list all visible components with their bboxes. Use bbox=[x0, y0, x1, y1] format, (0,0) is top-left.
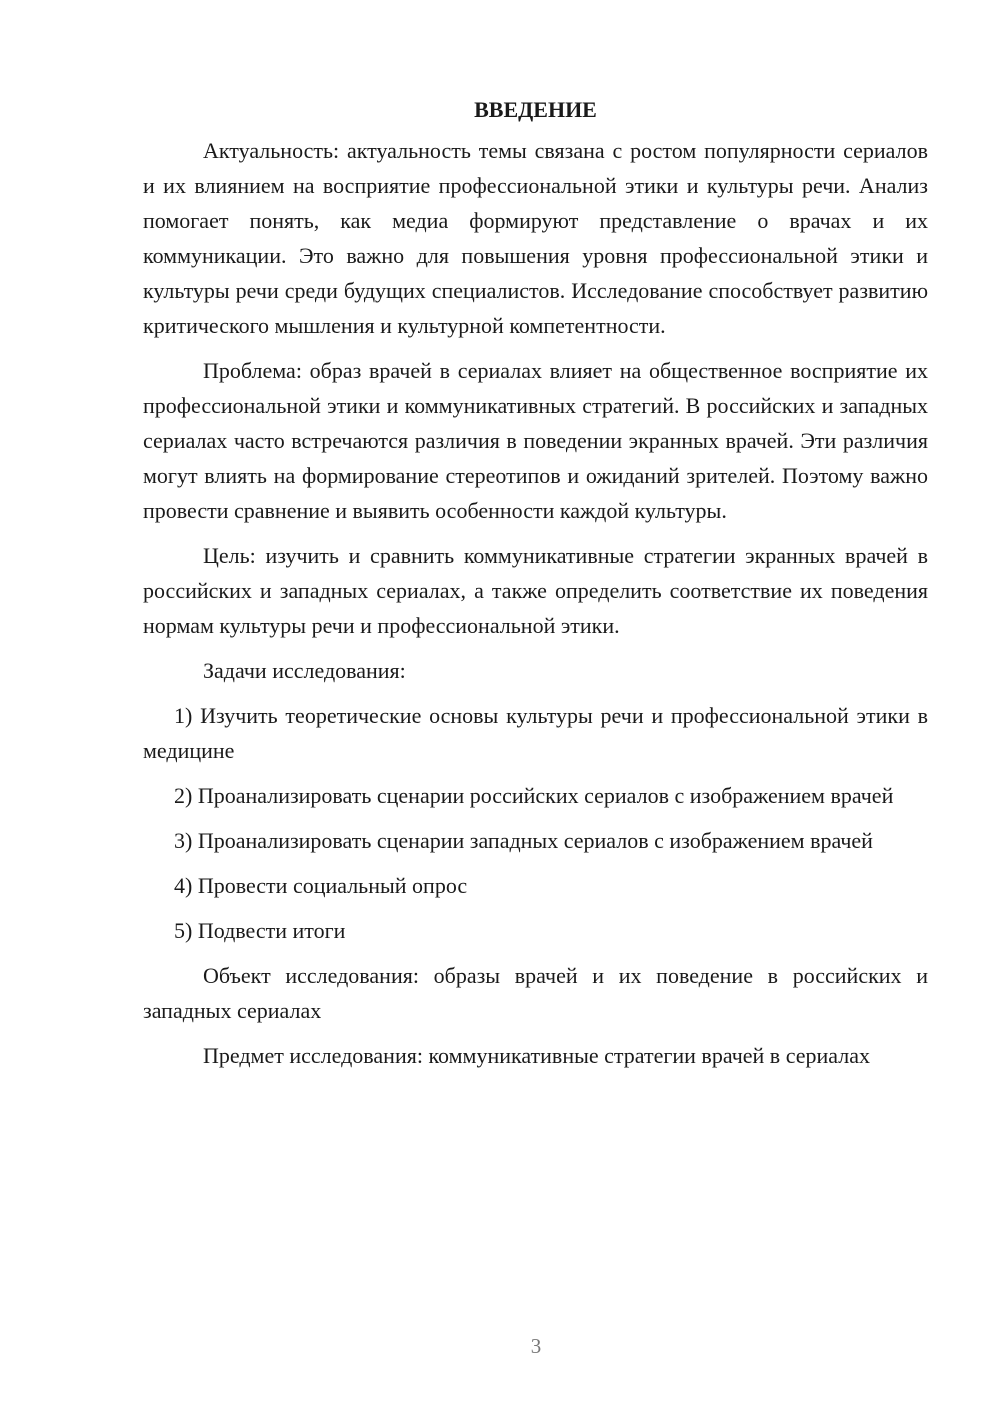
task-item: 1) Изучить теоретические основы культуры речи и профессиональной этики в медицине bbox=[143, 703, 928, 763]
section-heading: ВВЕДЕНИЕ bbox=[474, 97, 597, 122]
task-item: 5) Подвести итоги bbox=[174, 918, 346, 943]
task-item: 2) Проанализировать сценарии российских сериалов с изображением врачей bbox=[174, 783, 894, 808]
tasks-list bbox=[143, 698, 928, 948]
problem-paragraph: Проблема: образ врачей в сериалах влияет на общественное восприятие их профессиональной этики и коммуникативных стратегий. В российских и западных сериалах часто встречаются различия в поведении экранных врачей. Эти различия могут влиять на формирование стереотипов и ожиданий зрителей. Поэтому важно провести сравнение и выявить особенности каждой культуры. bbox=[143, 358, 928, 523]
object-paragraph: Объект исследования: образы врачей и их поведение в российских и западных сериалах bbox=[143, 963, 928, 1023]
relevance-paragraph: Актуальность: актуальность темы связана с ростом популярности сериалов и их влиянием на восприятие профессиональной этики и культуры речи. Анализ помогает понять, как медиа формируют представление о врачах и их коммуникации. Это важно для повышения уровня профессиональной этики и культуры речи среди будущих специалистов. Исследование способствует развитию критического мышления и культурной компетентности. bbox=[143, 138, 928, 338]
page-number: 3 bbox=[530, 1334, 542, 1358]
task-item: 3) Проанализировать сценарии западных сериалов с изображением врачей bbox=[174, 828, 873, 853]
tasks-title: Задачи исследования: bbox=[203, 658, 406, 683]
task-item: 4) Провести социальный опрос bbox=[174, 873, 468, 898]
subject-paragraph: Предмет исследования: коммуникативные стратегии врачей в сериалах bbox=[203, 1043, 870, 1068]
goal-paragraph: Цель: изучить и сравнить коммуникативные стратегии экранных врачей в российских и западных сериалах, а также определить соответствие их поведения нормам культуры речи и профессиональной этики. bbox=[143, 543, 928, 638]
document-page bbox=[143, 92, 928, 1083]
